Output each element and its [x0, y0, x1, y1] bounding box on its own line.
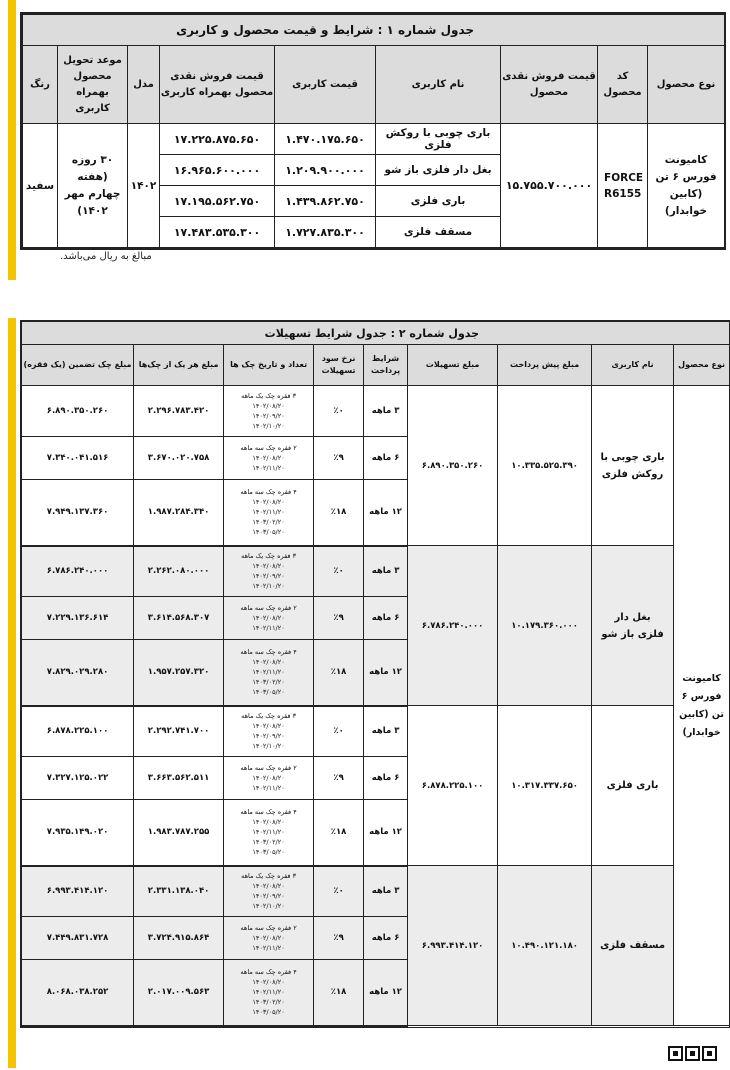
- check-line: ۱۴۰۲/۱۱/۲۰: [252, 624, 285, 632]
- checks-cell: [224, 597, 314, 640]
- total-price-cell: ۱۶.۹۶۵.۶۰۰.۰۰۰: [160, 155, 275, 186]
- usage-price-cell: ۱.۴۳۹.۸۶۲.۷۵۰: [275, 186, 376, 217]
- check-line: ۱۴۰۲/۰۸/۲۰: [252, 498, 285, 507]
- check-line: ۱۴۰۲/۰۸/۲۰: [252, 614, 285, 622]
- header-usage-price: قیمت کاربری: [275, 46, 376, 124]
- qr-code-icon: [668, 1046, 720, 1062]
- guarantee-cell: ۷.۹۴۹.۱۳۷.۳۶۰: [22, 480, 134, 546]
- check-amount-cell: ۲.۳۳۱.۱۳۸.۰۴۰: [134, 866, 224, 917]
- interest-rate-cell: ٪۱۸: [314, 800, 364, 866]
- cash-price-cell: ۱۵.۷۵۵.۷۰۰.۰۰۰: [501, 124, 598, 248]
- check-amount-cell: ۳.۶۷۰.۰۲۰.۷۵۸: [134, 437, 224, 480]
- check-line: ۱۴۰۲/۰۹/۲۰: [252, 572, 285, 581]
- header-checks: تعداد و تاریخ چک ها: [224, 345, 314, 386]
- interest-rate-cell: ٪۱۸: [314, 640, 364, 706]
- check-line: ۱۴۰۲/۱۱/۲۰: [252, 668, 285, 677]
- price-table-container: [20, 12, 726, 250]
- guarantee-cell: ۷.۹۳۵.۱۴۹.۰۲۰: [22, 800, 134, 866]
- header-usage-name: نام کاربری: [376, 46, 501, 124]
- interest-rate-cell: ٪۰: [314, 866, 364, 917]
- guarantee-cell: ۷.۳۲۷.۱۲۵.۰۲۲: [22, 757, 134, 800]
- guarantee-cell: ۶.۸۹۰.۳۵۰.۲۶۰: [22, 386, 134, 437]
- interest-rate-cell: ٪۹: [314, 917, 364, 960]
- loan-amount-cell: ۶.۸۹۰.۳۵۰.۲۶۰: [408, 386, 498, 546]
- check-line: ۲ فقره چک سه ماهه: [240, 604, 297, 612]
- checks-cell: [224, 917, 314, 960]
- product-type-cell: کامیونت فورس ۶ تن (کابین خوابدار): [648, 124, 725, 248]
- check-amount-cell: ۲.۰۱۷.۰۰۹.۵۶۳: [134, 960, 224, 1026]
- loan-plan-row: [22, 706, 730, 757]
- checks-cell: [224, 800, 314, 866]
- total-price-cell: ۱۷.۲۲۵.۸۷۵.۶۵۰: [160, 124, 275, 155]
- down-payment-cell: ۱۰.۱۷۹.۳۶۰.۰۰۰: [498, 546, 592, 706]
- checks-cell: [224, 960, 314, 1026]
- loan-plan-row: [22, 386, 730, 437]
- usage-name-cell: بغل دار فلزی باز شو: [376, 155, 501, 186]
- payment-term-cell: ۱۲ ماهه: [364, 480, 408, 546]
- header-payment-terms: شرایط پرداخت: [364, 345, 408, 386]
- check-line: ۳ فقره چک یک ماهه: [241, 392, 297, 400]
- check-line: ۳ فقره چک یک ماهه: [241, 872, 297, 881]
- usage-price-cell: ۱.۷۲۷.۸۳۵.۳۰۰: [275, 217, 376, 248]
- loan-amount-cell: ۶.۸۷۸.۲۲۵.۱۰۰: [408, 706, 498, 866]
- guarantee-cell: ۶.۷۸۶.۲۴۰.۰۰۰: [22, 546, 134, 597]
- loan-table: [21, 321, 730, 1027]
- price-table-title: جدول شماره ۱ : شرایط و قیمت محصول و کاربری: [23, 15, 725, 46]
- check-line: ۱۴۰۲/۱۱/۲۰: [252, 508, 285, 517]
- check-amount-cell: ۲.۲۹۶.۷۸۳.۴۲۰: [134, 386, 224, 437]
- check-line: ۴ فقره چک سه ماهه: [240, 648, 297, 657]
- loan-table-container: [20, 320, 730, 1028]
- usage-name-cell: باری چوبی با روکش فلزی: [376, 124, 501, 155]
- checks-cell: [224, 640, 314, 706]
- header-cash-price: قیمت فروش نقدی محصول: [501, 46, 598, 124]
- usage-price-cell: ۱.۴۷۰.۱۷۵.۶۵۰: [275, 124, 376, 155]
- check-amount-cell: ۳.۶۶۳.۵۶۲.۵۱۱: [134, 757, 224, 800]
- guarantee-cell: ۶.۹۹۳.۴۱۴.۱۲۰: [22, 866, 134, 917]
- check-line: ۱۴۰۲/۱۱/۲۰: [252, 828, 285, 837]
- check-line: ۱۴۰۲/۱۰/۲۰: [252, 742, 285, 751]
- interest-rate-cell: ٪۰: [314, 386, 364, 437]
- header-loan-amount: مبلغ تسهیلات: [408, 345, 498, 386]
- check-line: ۱۴۰۲/۰۸/۲۰: [252, 818, 285, 827]
- header-down-payment: مبلغ پیش پرداخت: [498, 345, 592, 386]
- check-line: ۲ فقره چک سه ماهه: [240, 764, 297, 772]
- checks-cell: [224, 437, 314, 480]
- header-product-type: نوع محصول: [648, 46, 725, 124]
- payment-term-cell: ۳ ماهه: [364, 386, 408, 437]
- usage-name-cell: بغل دار فلزی باز شو: [592, 546, 674, 706]
- interest-rate-cell: ٪۱۸: [314, 480, 364, 546]
- payment-term-cell: ۶ ماهه: [364, 757, 408, 800]
- down-payment-cell: ۱۰.۳۳۵.۵۲۵.۳۹۰: [498, 386, 592, 546]
- check-line: ۲ فقره چک سه ماهه: [240, 924, 297, 932]
- payment-term-cell: ۶ ماهه: [364, 437, 408, 480]
- total-price-cell: ۱۷.۱۹۵.۵۶۲.۷۵۰: [160, 186, 275, 217]
- color-cell: سفید: [23, 124, 58, 248]
- interest-rate-cell: ٪۹: [314, 757, 364, 800]
- payment-term-cell: ۳ ماهه: [364, 706, 408, 757]
- check-line: ۱۴۰۲/۱۱/۲۰: [252, 944, 285, 952]
- check-line: ۱۴۰۳/۰۵/۲۰: [252, 1008, 285, 1017]
- loan-amount-cell: ۶.۷۸۶.۲۴۰.۰۰۰: [408, 546, 498, 706]
- header-interest-rate: نرخ سود تسهیلات: [314, 345, 364, 386]
- price-table: [22, 14, 725, 248]
- usage-price-cell: ۱.۲۰۹.۹۰۰.۰۰۰: [275, 155, 376, 186]
- check-line: ۱۴۰۲/۰۸/۲۰: [252, 882, 285, 891]
- check-line: ۴ فقره چک سه ماهه: [240, 808, 297, 817]
- check-line: ۱۴۰۲/۱۱/۲۰: [252, 784, 285, 792]
- guarantee-cell: ۷.۸۲۹.۰۲۹.۲۸۰: [22, 640, 134, 706]
- loan-table-body: [22, 386, 730, 1026]
- check-line: ۱۴۰۲/۰۹/۲۰: [252, 892, 285, 901]
- check-line: ۱۴۰۲/۰۹/۲۰: [252, 732, 285, 741]
- header-usage-name: نام کاربری: [592, 345, 674, 386]
- check-line: ۱۴۰۲/۱۰/۲۰: [252, 902, 285, 911]
- check-line: ۱۴۰۲/۰۸/۲۰: [252, 454, 285, 462]
- check-amount-cell: ۱.۹۸۳.۷۸۷.۲۵۵: [134, 800, 224, 866]
- check-line: ۱۴۰۳/۰۵/۲۰: [252, 528, 285, 537]
- check-line: ۴ فقره چک سه ماهه: [240, 968, 297, 977]
- interest-rate-cell: ٪۹: [314, 437, 364, 480]
- check-line: ۱۴۰۲/۰۸/۲۰: [252, 722, 285, 731]
- header-color: رنگ: [23, 46, 58, 124]
- usage-name-cell: باری چوبی با روکش فلزی: [592, 386, 674, 546]
- payment-term-cell: ۳ ماهه: [364, 546, 408, 597]
- checks-cell: [224, 480, 314, 546]
- usage-name-cell: مسقف فلزی: [592, 866, 674, 1026]
- delivery-cell: ۳۰ روزه (هفته چهارم مهر ۱۴۰۲): [58, 124, 128, 248]
- check-line: ۱۴۰۳/۰۲/۲۰: [252, 998, 285, 1007]
- header-model: مدل: [128, 46, 160, 124]
- check-line: ۱۴۰۳/۰۵/۲۰: [252, 848, 285, 857]
- check-amount-cell: ۲.۲۹۲.۷۴۱.۷۰۰: [134, 706, 224, 757]
- check-line: ۱۴۰۲/۰۹/۲۰: [252, 412, 285, 420]
- interest-rate-cell: ٪۰: [314, 706, 364, 757]
- header-product-type: نوع محصول: [674, 345, 730, 386]
- check-line: ۱۴۰۲/۰۸/۲۰: [252, 402, 285, 410]
- payment-term-cell: ۶ ماهه: [364, 597, 408, 640]
- payment-term-cell: ۳ ماهه: [364, 866, 408, 917]
- check-line: ۱۴۰۳/۰۵/۲۰: [252, 688, 285, 697]
- interest-rate-cell: ٪۰: [314, 546, 364, 597]
- header-delivery: موعد تحویل محصول بهمراه کاربری: [58, 46, 128, 124]
- down-payment-cell: ۱۰.۳۱۷.۳۳۷.۶۵۰: [498, 706, 592, 866]
- down-payment-cell: ۱۰.۴۹۰.۱۲۱.۱۸۰: [498, 866, 592, 1026]
- usage-name-cell: مسقف فلزی: [376, 217, 501, 248]
- check-line: ۴ فقره چک سه ماهه: [240, 488, 297, 497]
- total-price-cell: ۱۷.۴۸۳.۵۳۵.۳۰۰: [160, 217, 275, 248]
- check-line: ۱۴۰۲/۱۱/۲۰: [252, 988, 285, 997]
- check-amount-cell: ۲.۲۶۲.۰۸۰.۰۰۰: [134, 546, 224, 597]
- check-amount-cell: ۱.۹۵۷.۲۵۷.۳۲۰: [134, 640, 224, 706]
- check-line: ۱۴۰۲/۰۸/۲۰: [252, 978, 285, 987]
- checks-cell: [224, 757, 314, 800]
- check-line: ۱۴۰۲/۰۸/۲۰: [252, 658, 285, 667]
- checks-cell: [224, 706, 314, 757]
- check-line: ۱۴۰۲/۰۸/۲۰: [252, 562, 285, 571]
- payment-term-cell: ۱۲ ماهه: [364, 800, 408, 866]
- check-line: ۳ فقره چک یک ماهه: [241, 712, 297, 721]
- loan-plan-row: [22, 866, 730, 917]
- check-amount-cell: ۱.۹۸۷.۲۸۴.۳۴۰: [134, 480, 224, 546]
- usage-name-cell: باری فلزی: [376, 186, 501, 217]
- usage-name-cell: باری فلزی: [592, 706, 674, 866]
- interest-rate-cell: ٪۱۸: [314, 960, 364, 1026]
- header-guarantee: مبلغ چک تضمین (یک فقره): [22, 345, 134, 386]
- check-line: ۱۴۰۲/۰۸/۲۰: [252, 934, 285, 942]
- check-line: ۱۴۰۳/۰۲/۲۰: [252, 678, 285, 687]
- guarantee-cell: ۷.۴۴۹.۸۳۱.۷۲۸: [22, 917, 134, 960]
- header-cash-price-with-usage: قیمت فروش نقدی محصول بهمراه کاربری: [160, 46, 275, 124]
- header-product-code: کد محصول: [598, 46, 648, 124]
- guarantee-cell: ۶.۸۷۸.۲۲۵.۱۰۰: [22, 706, 134, 757]
- loan-table-title: جدول شماره ۲ : جدول شرایط تسهیلات: [22, 322, 730, 345]
- check-amount-cell: ۳.۷۲۴.۹۱۵.۸۶۴: [134, 917, 224, 960]
- checks-cell: [224, 386, 314, 437]
- product-code-cell: FORCE R6155: [598, 124, 648, 248]
- header-check-amount: مبلغ هر یک از چک‌ها: [134, 345, 224, 386]
- check-line: ۱۴۰۲/۱۰/۲۰: [252, 582, 285, 591]
- checks-cell: [224, 866, 314, 917]
- payment-term-cell: ۱۲ ماهه: [364, 960, 408, 1026]
- check-line: ۱۴۰۲/۱۱/۲۰: [252, 464, 285, 472]
- loan-plan-row: [22, 546, 730, 597]
- product-type-cell: کامیونت فورس ۶ تن (کابین خوابدار): [674, 386, 730, 1026]
- guarantee-cell: ۸.۰۶۸.۰۳۸.۲۵۲: [22, 960, 134, 1026]
- loan-amount-cell: ۶.۹۹۳.۴۱۴.۱۲۰: [408, 866, 498, 1026]
- accent-bar-top: [8, 0, 16, 280]
- check-line: ۱۴۰۳/۰۲/۲۰: [252, 518, 285, 527]
- check-amount-cell: ۳.۶۱۴.۵۶۸.۳۰۷: [134, 597, 224, 640]
- payment-term-cell: ۶ ماهه: [364, 917, 408, 960]
- check-line: ۲ فقره چک سه ماهه: [240, 444, 297, 452]
- payment-term-cell: ۱۲ ماهه: [364, 640, 408, 706]
- check-line: ۱۴۰۲/۰۸/۲۰: [252, 774, 285, 782]
- check-line: ۱۴۰۲/۱۰/۲۰: [252, 422, 285, 430]
- currency-note: مبالغ به ریال می‌باشد.: [60, 251, 152, 262]
- interest-rate-cell: ٪۹: [314, 597, 364, 640]
- guarantee-cell: ۷.۲۲۹.۱۳۶.۶۱۴: [22, 597, 134, 640]
- check-line: ۳ فقره چک یک ماهه: [241, 552, 297, 561]
- accent-bar-bottom: [8, 318, 16, 1068]
- model-cell: ۱۴۰۲: [128, 124, 160, 248]
- guarantee-cell: ۷.۳۴۰.۰۴۱.۵۱۶: [22, 437, 134, 480]
- check-line: ۱۴۰۳/۰۲/۲۰: [252, 838, 285, 847]
- checks-cell: [224, 546, 314, 597]
